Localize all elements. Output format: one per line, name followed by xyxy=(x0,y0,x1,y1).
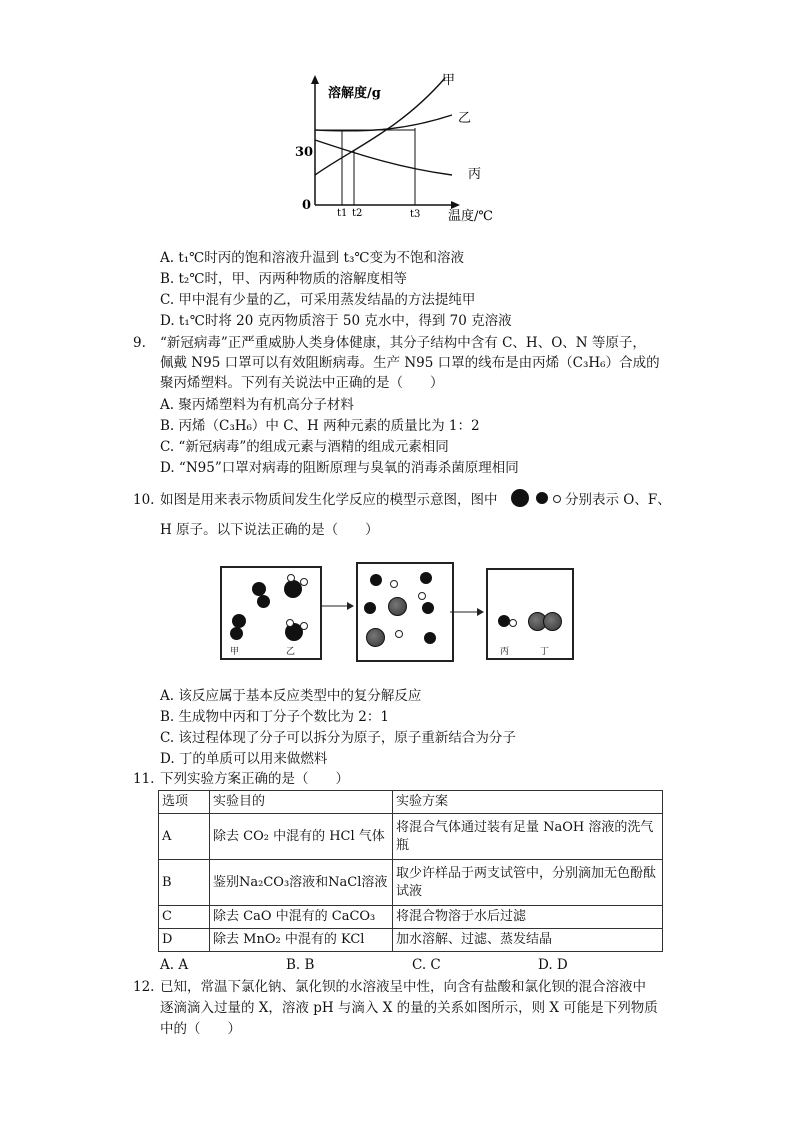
x-tick-t2: t2 xyxy=(352,208,363,219)
table-cell: 除去 CO₂ 中混有的 HCl 气体 xyxy=(210,814,393,860)
header-cell: 实验目的 xyxy=(210,791,393,814)
table-cell: 除去 CaO 中混有的 CaCO₃ xyxy=(210,906,393,929)
table-row xyxy=(159,929,663,952)
products-box xyxy=(486,568,574,660)
table-cell: B xyxy=(159,860,210,906)
header-cell: 选项 xyxy=(159,791,210,814)
q12-stem-line2: 逐滴滴入过量的 X，溶液 pH 与滴入 X 的量的关系如图所示，则 X 可能是下列物质 xyxy=(160,1000,658,1016)
q8-option-c: C. 甲中混有少量的乙，可采用蒸发结晶的方法提纯甲 xyxy=(160,292,476,308)
y-axis-label: 溶解度/g xyxy=(328,86,381,101)
q8-option-b: B. t₂℃时，甲、丙两种物质的溶解度相等 xyxy=(160,271,407,287)
q9-stem-line2: 佩戴 N95 口罩可以有效阻断病毒。生产 N95 口罩的线布是由丙烯（C₃H₆）合成的 xyxy=(160,355,660,371)
table-cell: 除去 MnO₂ 中混有的 KCl xyxy=(210,929,393,952)
table-cell: 鉴别Na₂CO₃溶液和NaCl溶液 xyxy=(210,860,393,906)
curve-bing xyxy=(315,140,452,175)
q9-stem-line1: “新冠病毒”正严重威胁人类身体健康，其分子结构中含有 C、H、O、N 等原子， xyxy=(160,335,646,351)
q9-option-c: C. “新冠病毒”的组成元素与酒精的组成元素相同 xyxy=(160,439,449,455)
table-header-row xyxy=(159,791,663,814)
q9-option-b: B. 丙烯（C₃H₆）中 C、H 两种元素的质量比为 1：2 xyxy=(160,418,480,434)
h-atom-legend-icon xyxy=(553,495,561,503)
table-cell: 加水溶解、过滤、蒸发结晶 xyxy=(393,929,663,952)
q9-number: 9. xyxy=(133,335,146,351)
arrow-2 xyxy=(450,606,486,618)
reactants-box xyxy=(220,566,322,660)
q10-option-a: A. 该反应属于基本反应类型中的复分解反应 xyxy=(160,688,422,704)
q10-stem-line1a: 如图是用来表示物质间发生化学反应的模型示意图，图中 xyxy=(160,492,498,508)
intermediate-box xyxy=(356,562,454,662)
q11-answer-a: A. A xyxy=(160,957,189,973)
q10-number: 10. xyxy=(133,492,155,508)
q10-stem-line1b: 分别表示 O、F、 xyxy=(565,492,671,508)
table-cell: 将混合气体通过装有足量 NaOH 溶液的洗气瓶 xyxy=(393,814,663,860)
q8-option-d: D. t₁℃时将 20 克丙物质溶于 50 克水中，得到 70 克溶液 xyxy=(160,313,512,329)
header-cell: 实验方案 xyxy=(393,791,663,814)
f-atom-legend-icon xyxy=(536,492,548,504)
x-tick-t3: t3 xyxy=(410,209,421,220)
table-row xyxy=(159,814,663,860)
q12-stem-line3: 中的（ ） xyxy=(160,1021,241,1037)
q11-stem: 下列实验方案正确的是（ ） xyxy=(160,771,349,787)
table-cell: C xyxy=(159,906,210,929)
table-row xyxy=(159,860,663,906)
q10-option-b: B. 生成物中丙和丁分子个数比为 2：1 xyxy=(160,709,389,725)
q11-answer-c: C. C xyxy=(412,957,441,973)
table-cell: 取少许样品于两支试管中，分别滴加无色酚酞试液 xyxy=(393,860,663,906)
label-jia: 甲 xyxy=(230,647,240,657)
q10-option-d: D. 丁的单质可以用来做燃料 xyxy=(160,751,328,767)
q12-number: 12. xyxy=(133,979,155,995)
q8-option-a: A. t₁℃时丙的饱和溶液升温到 t₃℃变为不饱和溶液 xyxy=(160,250,464,266)
origin-label: 0 xyxy=(302,198,312,213)
table-cell: A xyxy=(159,814,210,860)
label-ding: 丁 xyxy=(540,647,550,657)
q11-answer-d: D. D xyxy=(538,957,568,973)
curve-label-jia: 甲 xyxy=(442,73,456,88)
o-atom-legend-icon xyxy=(511,489,529,507)
x-axis-arrow xyxy=(451,201,460,209)
q10-option-c: C. 该过程体现了分子可以拆分为原子，原子重新结合为分子 xyxy=(160,730,516,746)
arrow-1 xyxy=(320,600,356,612)
label-bing: 丙 xyxy=(500,647,510,657)
q11-table xyxy=(158,790,663,952)
x-axis-label: 温度/℃ xyxy=(448,209,493,224)
label-yi: 乙 xyxy=(286,647,296,657)
q11-answer-b: B. B xyxy=(286,957,315,973)
q12-stem-line1: 已知，常温下氯化钠、氯化钡的水溶液呈中性，向含有盐酸和氯化钡的混合溶液中 xyxy=(160,979,646,995)
q9-option-a: A. 聚丙烯塑料为有机高分子材料 xyxy=(160,397,354,413)
table-cell: D xyxy=(159,929,210,952)
q10-stem-line2: H 原子。以下说法正确的是（ ） xyxy=(160,522,379,538)
solubility-graph xyxy=(280,70,510,230)
q9-stem-line3: 聚丙烯塑料。下列有关说法中正确的是（ ） xyxy=(160,375,444,391)
table-row xyxy=(159,906,663,929)
curve-yi xyxy=(315,115,452,131)
q9-option-d: D. “N95”口罩对病毒的阻断原理与臭氧的消毒杀菌原理相同 xyxy=(160,460,519,476)
curve-label-bing: 丙 xyxy=(468,167,482,182)
x-tick-t1: t1 xyxy=(337,208,348,219)
q11-number: 11. xyxy=(133,771,155,787)
y-tick-30: 30 xyxy=(295,145,314,160)
y-axis-arrow xyxy=(311,75,319,84)
table-cell: 将混合物溶于水后过滤 xyxy=(393,906,663,929)
curve-label-yi: 乙 xyxy=(458,111,472,126)
